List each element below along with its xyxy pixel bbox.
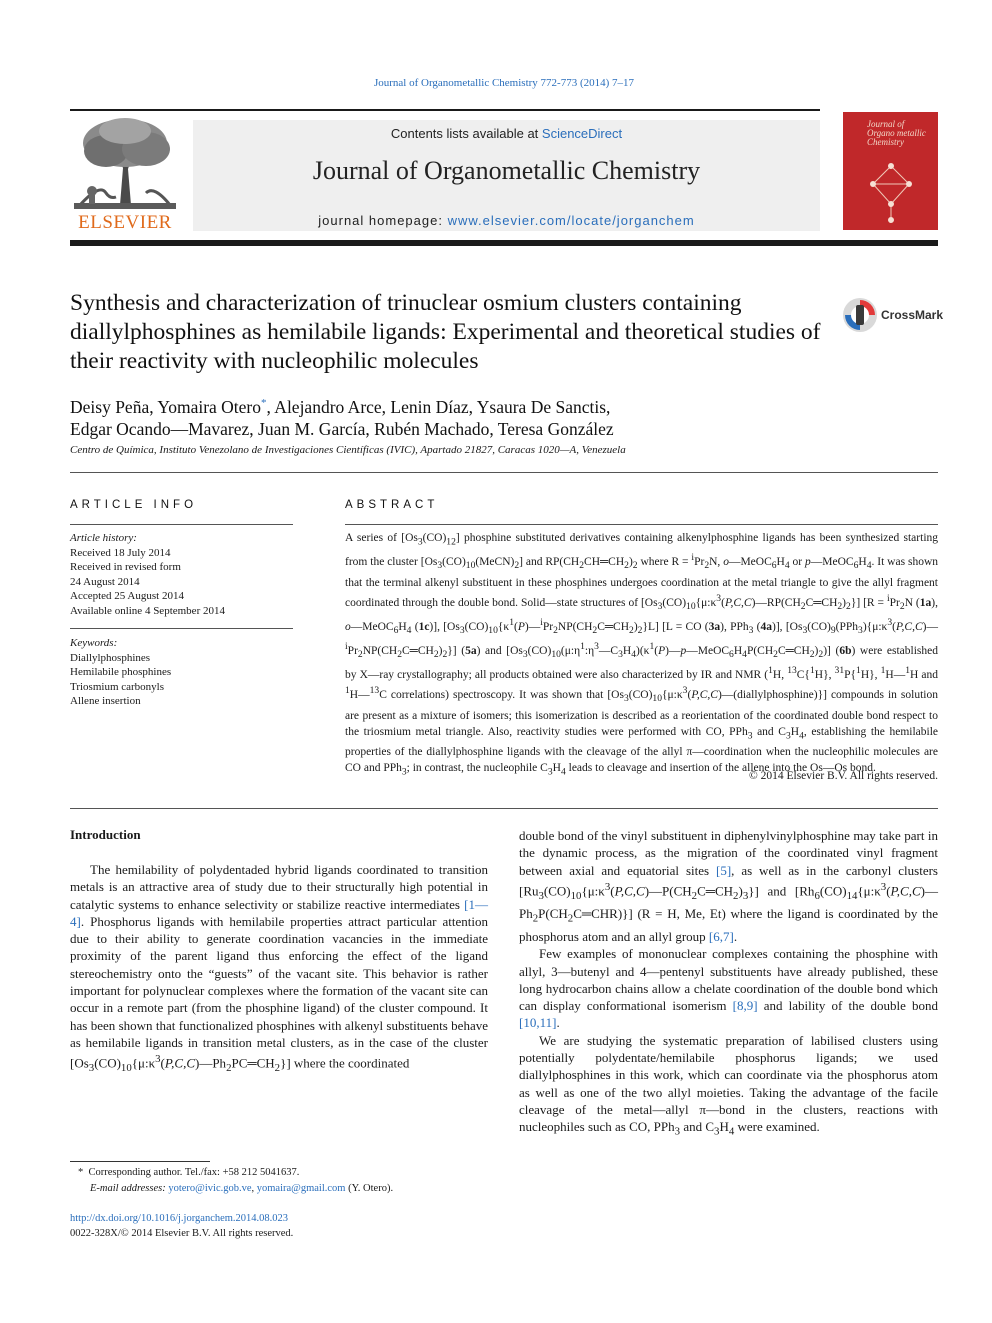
header-thick-rule xyxy=(70,240,938,246)
affiliation-rule xyxy=(70,472,938,473)
publisher-name: ELSEVIER xyxy=(78,212,172,233)
keyword: Hemilabile phosphines xyxy=(70,666,172,678)
journal-cover xyxy=(843,112,938,230)
intro-paragraph-3: We are studying the systematic preparation of labilised clusters using potentially polydentate/hemilabile phosphorus ligands; we used diallylphosphines in this work, which can coordinate via the phosphorus atom as well as one of the two allyl moieties. Taking the advantage of the facile cleavage of the metal—allyl π—bond in the clusters, reactions with nucleophiles such as CO, PPh$_3$ and $C_3H_4$ were examined. xyxy=(519,1032,938,1138)
homepage-link[interactable]: www.elsevier.com/locate/jorganchem xyxy=(447,213,695,228)
article-info-rule xyxy=(70,524,293,525)
crossmark-badge[interactable] xyxy=(842,297,942,333)
contents-prefix: Contents lists available at xyxy=(390,126,542,141)
intro-paragraph-2: Few examples of mononuclear complexes containing the phosphine with allyl, 3—butenyl and 4—pentenyl substituents have already published, these long hydrocarbon chains allow a chelate coordination of the double bond which can display conformational isomerism [8,9] and lability of the double bond [10,11]. xyxy=(519,946,938,1031)
introduction-heading: Introduction xyxy=(70,827,141,842)
journal-banner xyxy=(193,120,820,231)
keyword: Triosmium carbonyls xyxy=(70,680,165,693)
reference-link[interactable]: [1—4] xyxy=(70,896,488,929)
contents-line xyxy=(193,126,820,141)
keyword: Allene insertion xyxy=(70,695,141,707)
authors-line-1 xyxy=(70,392,830,418)
cover-title: Journal of Organo metallic Chemistry xyxy=(867,119,926,147)
email-link-1[interactable]: yotero@ivic.gob.ve xyxy=(168,1183,252,1194)
history-item: Received in revised form xyxy=(70,561,181,573)
header-rule xyxy=(70,109,820,111)
article-title: Synthesis and characterization of trinuclear osmium clusters containing diallylphosphines as hemilabile ligands: Experimental and theoretical studies of their reactivity with nucleophilic molecules xyxy=(70,290,821,374)
homepage-line xyxy=(193,213,820,228)
article-info-heading: ARTICLE INFO xyxy=(70,499,198,511)
authors-line-2: Edgar Ocando—Mavarez, Juan M. García, Rubén Machado, Teresa González xyxy=(70,418,614,439)
issn-line: 0022-328X/© 2014 Elsevier B.V. All rights reserved. xyxy=(70,1228,294,1239)
reference-link[interactable]: [6,7] xyxy=(708,929,734,944)
abstract-bottom-rule xyxy=(70,808,938,809)
cover-molecule-icon xyxy=(863,162,919,224)
email-footnote: E-mail addresses: yotero@ivic.gob.ve, yomaira@gmail.com (Y. Otero). xyxy=(90,1183,394,1194)
history-item: Available online 4 September 2014 xyxy=(70,604,225,617)
keywords xyxy=(70,636,293,709)
intro-paragraph-1: The hemilability of polydentaded hybrid ligands coordinated to transition metals is an attractive area of study due to their structurally high potential in catalytic systems to enhance selectivity or stabilize reactive intermediates [1—4]. Phosphorus ligands with hemilabile properties attract particular attention due to their ability to generate coordination vacancies in the immediate proximity of the parent ligand thus enforcing the effect of the ligand stereochemistry onto the “guests” of the vacant site. This behavior is rather important for polynuclear complexes where the formation of the vacant site can occur in a remote part (from the phosphine ligand) of the cluster compound. It has been shown that functionalized phosphines with alkenyl substituents behave as hemilabile ligands in transition metal clusters, as in the case of the cluster $[Os_3(CO)_{10}\{\mu:\kappa^3(P,C,C)—Ph_2PC═CH_2\}]$ where the coordinated xyxy=(70,862,488,1075)
affiliation: Centro de Química, Instituto Venezolano de Investigaciones Científicas (IVIC), Apartado 21827, Caracas 1020—A, Venezuela xyxy=(70,444,626,456)
crossmark-icon xyxy=(842,297,878,333)
history-item: 24 August 2014 xyxy=(70,575,140,588)
corresponding-author-mark[interactable]: * xyxy=(261,397,267,409)
elsevier-tree-logo-icon xyxy=(70,113,180,213)
article-history xyxy=(70,531,293,618)
email-link-2[interactable]: yomaira@gmail.com xyxy=(256,1183,346,1194)
reference-link[interactable]: [8,9] xyxy=(732,998,758,1014)
journal-title: Journal of Organometallic Chemistry xyxy=(312,156,701,185)
homepage-prefix: journal homepage: xyxy=(318,213,448,228)
abstract-text: A series of $[Os_3(CO)_{12}]$ phosphine substituted derivatives containing alkenylphosphine ligands has been synthesized starting from the cluster $[Os_3(CO)_{10}(MeCN)_2]$ and $RP(CH_2CH═CH_2)_2$ where $R = ^iPr_2N$, $o—MeOC_6H_4$ or $p—MeOC_6H_4$. It was shown that the terminal alkenyl substituent in these phosphines undergoes coordination at the metal triangle to give the allyl fragment coordinated through the double bond. Solid—state structures of $[Os_3(CO)_{10}\{\mu:\kappa^3(P,C,C)—RP(CH_2C═CH_2)_2\}] [R = ^iPr_2N$ (1a), $o—MeOC_6H_4$ (1c)], $[Os_3(CO)_{10}\{\kappa^1(P)—^iPr_2NP(CH_2C═CH_2)_2\}L] [L$ = CO (3a), PPh$_3$ (4a)], $[Os_3(CO)_9(PPh_3)\{\mu:\kappa^3(P,C,C)—^iPr_2NP(CH_2C═CH_2)_2\}]$ (5a) and $[Os_3(CO)_{10}(\mu:\eta^1:\eta^3—C_3H_4)(\kappa^1(P)—p—MeOC_6H_4P(CH_2C═CH_2)_2)]$ (6b) were established by X—ray crystallography; all products obtained were also characterized by IR and NMR ($^1$H, $^{13}$C{$^1$H}, $^{31}$P{$^1$H}, $^1$H—$^1$H and $^1$H—$^{13}$C correlations) spectroscopy. It was shown that $[Os_3(CO)_{10}\{\mu:\kappa^3(P,C,C)—(diallylphosphine)\}]$ compounds in solution are present as a mixture of isomers; this isomerization is described as a reorientation of the coordinated double bond respect to the triosmium metal triangle. Also, reactivity studies were performed with CO, PPh$_3$ and $C_3H_4$, establishing the hemilabile properties of the diallylphosphine ligands with the cleavage of the allyl π—coordination when the nucleophilic molecules are CO and PPh$_3$; in contrast, the nucleophile $C_3H_4$ leads to cleavage and insertion of the allene into the Os—Os bond. xyxy=(345,532,939,778)
body-right-column xyxy=(519,827,938,1141)
keyword: Diallylphosphines xyxy=(70,651,151,664)
authors-part: Deisy Peña, Yomaira Otero xyxy=(70,396,262,417)
history-label: Article history: xyxy=(70,532,137,544)
abstract-rule xyxy=(345,524,938,525)
keywords-rule xyxy=(70,628,293,629)
corresponding-footnote: * Corresponding author. Tel./fax: +58 212 5041637. xyxy=(78,1167,300,1178)
reference-link[interactable]: [5] xyxy=(715,862,732,878)
history-item: Accepted 25 August 2014 xyxy=(70,590,184,602)
crossmark-label: CrossMark xyxy=(881,308,944,322)
keywords-label: Keywords: xyxy=(70,637,118,649)
authors-part: , Alejandro Arce, Lenin Díaz, Ysaura De Sanctis, xyxy=(266,396,611,417)
history-item: Received 18 July 2014 xyxy=(70,546,171,559)
footnote-rule xyxy=(70,1161,210,1162)
abstract-heading: ABSTRACT xyxy=(345,499,439,511)
journal-citation[interactable]: Journal of Organometallic Chemistry 772-773 (2014) 7–17 xyxy=(373,77,635,89)
reference-link[interactable]: [10,11] xyxy=(519,1015,557,1031)
elsevier-logo xyxy=(70,113,180,233)
author-list xyxy=(70,392,830,440)
sciencedirect-link[interactable]: ScienceDirect xyxy=(541,126,623,141)
abstract-copyright: © 2014 Elsevier B.V. All rights reserved. xyxy=(749,770,938,782)
body-left-column xyxy=(70,861,488,1077)
doi-link[interactable]: http://dx.doi.org/10.1016/j.jorganchem.2014.08.023 xyxy=(70,1213,289,1224)
intro-paragraph-1-cont: double bond of the vinyl substituent in diphenylvinylphosphine may take part in the dynamic process, as the migration of the coordinated vinyl fragment between axial and equatorial sites [5], as well as in the carbonyl clusters $[Ru_3(CO)_{10}\{\mu:\kappa^3(P,C,C)—P(CH_2C═CH_2)_3\}]$ and $[Rh_6(CO)_{14}\{\mu:\kappa^3(P,C,C)—Ph_2P(CH_2C═CHR)\}] (R = H$, Me, Et) where the ligand is coordinated by the phosphorus atom and an allyl group [6,7]. xyxy=(519,828,938,944)
